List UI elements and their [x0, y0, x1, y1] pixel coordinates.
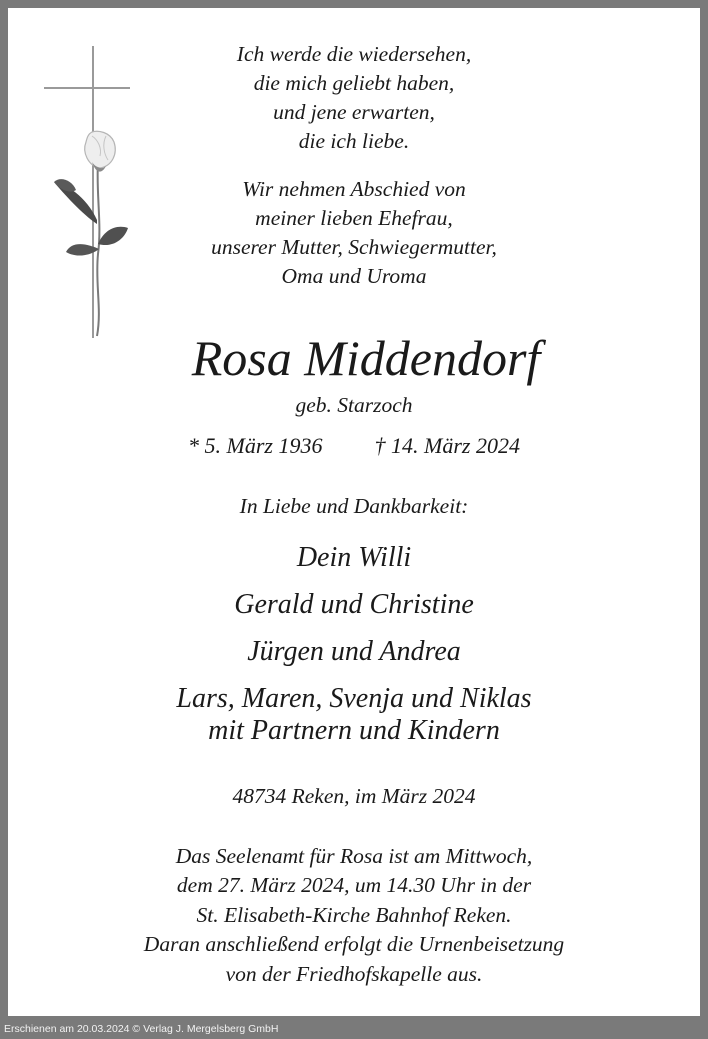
spacer — [104, 156, 604, 175]
farewell-line: meiner lieben Ehefrau, — [255, 206, 453, 230]
mourners-intro: In Liebe und Dankbarkeit: — [239, 494, 469, 518]
farewell-line: Wir nehmen Abschied von — [242, 177, 466, 201]
service-line: von der Friedhofskapelle aus. — [225, 961, 483, 986]
maiden-name: geb. Starzoch — [295, 393, 413, 417]
birth-date: * 5. März 1936 — [188, 433, 323, 458]
publication-footer: Erschienen am 20.03.2024 © Verlag J. Mergelsberg GmbH — [4, 1023, 279, 1035]
mourner-line: mit Partnern und Kindern — [208, 715, 500, 746]
place-date: 48734 Reken, im März 2024 — [232, 784, 476, 808]
verse-line: Ich werde die wiedersehen, — [236, 42, 472, 66]
mourner-line: Dein Willi — [296, 542, 412, 573]
verse-line: die mich geliebt haben, — [253, 71, 455, 95]
deceased-name: Rosa Middendorf — [191, 330, 541, 386]
life-dates — [8, 431, 700, 461]
obituary-notice — [8, 8, 700, 1016]
mourner-line: Gerald und Christine — [234, 589, 474, 620]
service-line: St. Elisabeth-Kirche Bahnhof Reken. — [196, 902, 512, 927]
verse-block — [104, 40, 604, 291]
service-line: Das Seelenamt für Rosa ist am Mittwoch, — [175, 844, 533, 868]
verse-line: und jene erwarten, — [273, 100, 435, 124]
service-info — [8, 842, 700, 989]
service-line: Daran anschließend erfolgt die Urnenbeisetzung — [143, 932, 565, 957]
mourners-list — [8, 542, 700, 762]
farewell-line: Oma und Uroma — [281, 264, 427, 288]
verse-line: die ich liebe. — [298, 129, 410, 153]
death-date: † 14. März 2024 — [374, 433, 520, 458]
mourner-line: Lars, Maren, Svenja und Niklas — [176, 683, 532, 714]
mourner-line: Jürgen und Andrea — [247, 636, 461, 667]
farewell-line: unserer Mutter, Schwiegermutter, — [211, 235, 497, 259]
service-line: dem 27. März 2024, um 14.30 Uhr in der — [176, 873, 532, 898]
